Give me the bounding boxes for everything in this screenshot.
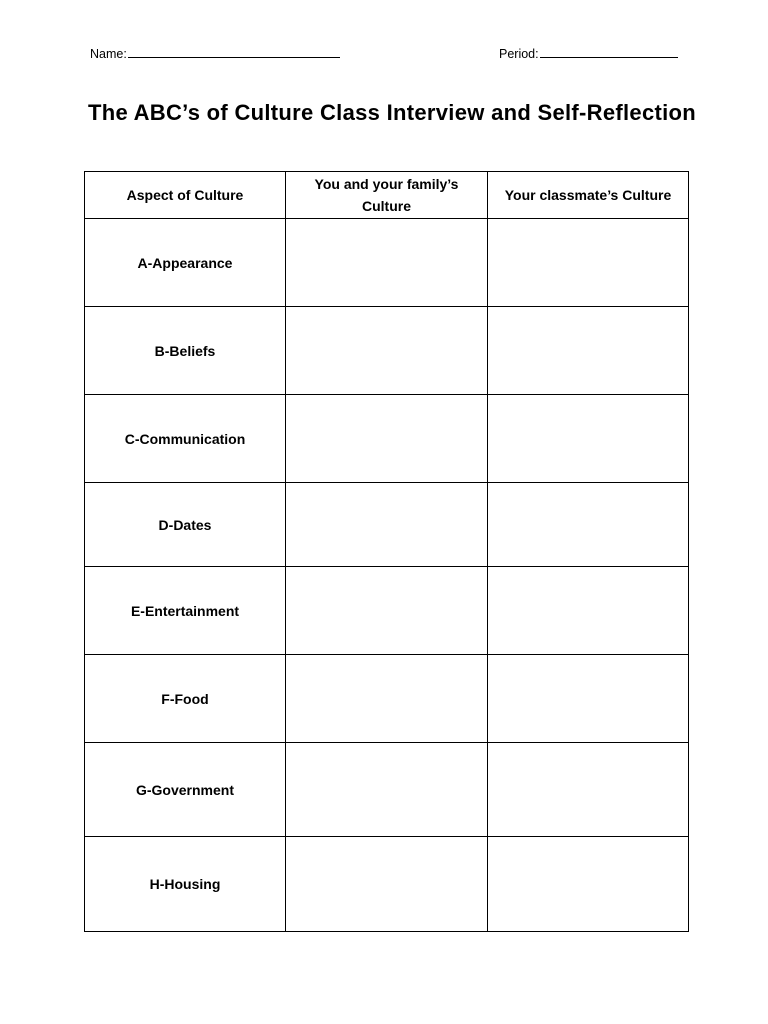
column-header-aspect: Aspect of Culture: [85, 172, 286, 219]
classmate-culture-cell[interactable]: [488, 307, 689, 395]
family-culture-cell[interactable]: [286, 307, 488, 395]
name-field[interactable]: [90, 45, 340, 61]
family-culture-cell[interactable]: [286, 567, 488, 655]
family-culture-cell[interactable]: [286, 395, 488, 483]
name-blank-line[interactable]: [128, 45, 340, 58]
classmate-culture-cell[interactable]: [488, 395, 689, 483]
name-label: Name:: [90, 47, 127, 61]
worksheet-title: The ABC’s of Culture Class Interview and Self-Reflection: [87, 100, 697, 125]
family-culture-cell[interactable]: [286, 743, 488, 837]
table-row: [85, 837, 689, 932]
aspect-cell: A-Appearance: [85, 219, 286, 307]
aspect-cell: H-Housing: [85, 837, 286, 932]
aspect-cell: C-Communication: [85, 395, 286, 483]
family-culture-cell[interactable]: [286, 837, 488, 932]
classmate-culture-cell[interactable]: [488, 219, 689, 307]
table-row: [85, 307, 689, 395]
family-culture-cell[interactable]: [286, 483, 488, 567]
aspect-cell: F-Food: [85, 655, 286, 743]
aspect-cell: E-Entertainment: [85, 567, 286, 655]
period-label: Period:: [499, 47, 539, 61]
column-header-classmate: Your classmate’s Culture: [488, 172, 689, 219]
period-blank-line[interactable]: [540, 45, 678, 58]
aspect-cell: G-Government: [85, 743, 286, 837]
column-header-family: You and your family’s Culture: [286, 172, 488, 219]
table-row: [85, 395, 689, 483]
classmate-culture-cell[interactable]: [488, 837, 689, 932]
table-row: [85, 655, 689, 743]
classmate-culture-cell[interactable]: [488, 743, 689, 837]
aspect-cell: D-Dates: [85, 483, 286, 567]
culture-table: [84, 171, 689, 932]
aspect-cell: B-Beliefs: [85, 307, 286, 395]
classmate-culture-cell[interactable]: [488, 483, 689, 567]
classmate-culture-cell[interactable]: [488, 655, 689, 743]
table-row: [85, 743, 689, 837]
table-row: [85, 483, 689, 567]
family-culture-cell[interactable]: [286, 219, 488, 307]
table-row: [85, 567, 689, 655]
table-row: [85, 219, 689, 307]
period-field[interactable]: [499, 45, 678, 61]
classmate-culture-cell[interactable]: [488, 567, 689, 655]
family-culture-cell[interactable]: [286, 655, 488, 743]
table-header-row: [85, 172, 689, 219]
